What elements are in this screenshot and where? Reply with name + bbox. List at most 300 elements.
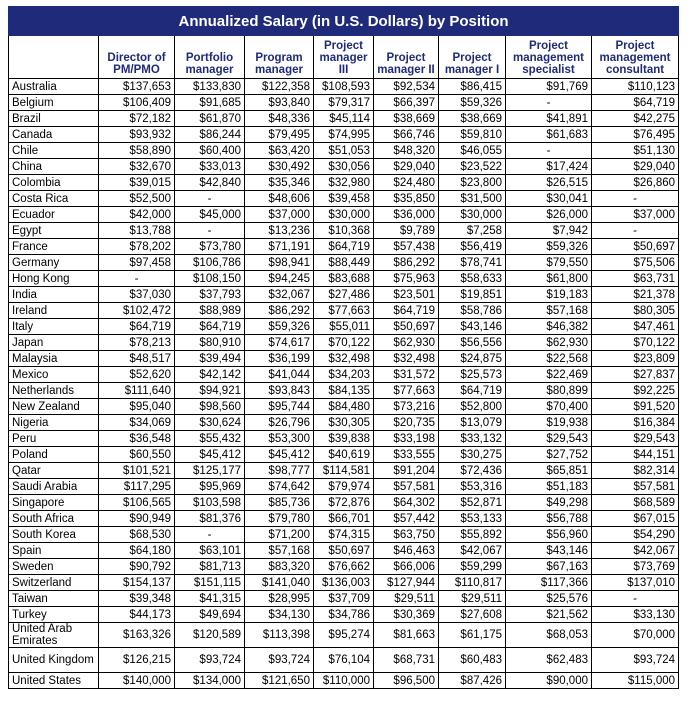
table-row [9, 319, 679, 335]
salary-cell: $62,483 [506, 648, 592, 673]
salary-cell: $64,719 [374, 303, 439, 319]
salary-cell: $115,000 [592, 673, 679, 689]
salary-cell: $78,741 [439, 255, 506, 271]
salary-cell: - [175, 223, 245, 239]
salary-cell: $29,040 [374, 159, 439, 175]
salary-cell: $98,560 [175, 399, 245, 415]
salary-cell: $34,130 [245, 607, 314, 623]
table-row [9, 223, 679, 239]
salary-cell: $33,555 [374, 447, 439, 463]
table-row [9, 191, 679, 207]
salary-cell: $50,697 [374, 319, 439, 335]
salary-cell: $113,398 [245, 623, 314, 648]
salary-cell: $70,000 [592, 623, 679, 648]
salary-cell: $39,494 [175, 351, 245, 367]
country-cell: New Zealand [9, 399, 99, 415]
salary-cell: $58,786 [439, 303, 506, 319]
salary-cell: $76,662 [314, 559, 374, 575]
salary-cell: - [506, 95, 592, 111]
salary-cell: $121,650 [245, 673, 314, 689]
country-cell: Egypt [9, 223, 99, 239]
salary-cell: $27,752 [506, 447, 592, 463]
country-cell: Italy [9, 319, 99, 335]
salary-cell: $27,486 [314, 287, 374, 303]
salary-cell: $53,316 [439, 479, 506, 495]
salary-cell: $91,520 [592, 399, 679, 415]
salary-cell: $74,995 [314, 127, 374, 143]
salary-cell: $51,183 [506, 479, 592, 495]
table-row [9, 159, 679, 175]
salary-cell: $38,669 [374, 111, 439, 127]
salary-cell: $79,495 [245, 127, 314, 143]
country-cell: Nigeria [9, 415, 99, 431]
salary-cell: $60,400 [175, 143, 245, 159]
salary-cell: $141,040 [245, 575, 314, 591]
salary-cell: $70,122 [592, 335, 679, 351]
salary-cell: $32,498 [374, 351, 439, 367]
salary-cell: $42,067 [439, 543, 506, 559]
salary-cell: $84,480 [314, 399, 374, 415]
salary-cell: $111,640 [99, 383, 175, 399]
salary-cell: $68,530 [99, 527, 175, 543]
salary-cell: $151,115 [175, 575, 245, 591]
country-cell: Switzerland [9, 575, 99, 591]
column-header: Project management consultant [592, 36, 679, 79]
salary-cell: $62,930 [374, 335, 439, 351]
salary-cell: $110,000 [314, 673, 374, 689]
salary-cell: $36,548 [99, 431, 175, 447]
country-cell: Taiwan [9, 591, 99, 607]
salary-cell: $35,346 [245, 175, 314, 191]
salary-cell: $51,053 [314, 143, 374, 159]
salary-cell: $106,409 [99, 95, 175, 111]
country-cell: Ecuador [9, 207, 99, 223]
salary-cell: $30,056 [314, 159, 374, 175]
salary-cell: $59,326 [439, 95, 506, 111]
salary-cell: $61,870 [175, 111, 245, 127]
salary-cell: $110,123 [592, 79, 679, 95]
salary-cell: $54,290 [592, 527, 679, 543]
salary-cell: $16,384 [592, 415, 679, 431]
salary-cell: $125,177 [175, 463, 245, 479]
country-cell: China [9, 159, 99, 175]
salary-cell: $42,067 [592, 543, 679, 559]
country-cell: Spain [9, 543, 99, 559]
salary-cell: $72,182 [99, 111, 175, 127]
table-row [9, 239, 679, 255]
salary-cell: $44,173 [99, 607, 175, 623]
salary-cell: $96,500 [374, 673, 439, 689]
table-row [9, 607, 679, 623]
salary-cell: $19,851 [439, 287, 506, 303]
country-cell: Australia [9, 79, 99, 95]
table-row [9, 447, 679, 463]
salary-cell: - [175, 527, 245, 543]
salary-cell: $26,796 [245, 415, 314, 431]
salary-cell: $33,130 [592, 607, 679, 623]
salary-cell: $91,769 [506, 79, 592, 95]
table-row [9, 287, 679, 303]
table-row [9, 79, 679, 95]
salary-cell: $73,216 [374, 399, 439, 415]
salary-cell: $39,458 [314, 191, 374, 207]
table-row [9, 623, 679, 648]
column-header: Project management specialist [506, 36, 592, 79]
salary-cell: $70,400 [506, 399, 592, 415]
salary-cell: $41,315 [175, 591, 245, 607]
salary-cell: $75,963 [374, 271, 439, 287]
country-cell: Turkey [9, 607, 99, 623]
salary-cell: $31,572 [374, 367, 439, 383]
salary-cell: $45,412 [245, 447, 314, 463]
salary-cell: $72,876 [314, 495, 374, 511]
salary-cell: $163,326 [99, 623, 175, 648]
salary-cell: $120,589 [175, 623, 245, 648]
salary-cell: $81,663 [374, 623, 439, 648]
salary-cell: $80,910 [175, 335, 245, 351]
salary-cell: $59,326 [245, 319, 314, 335]
salary-cell: $66,006 [374, 559, 439, 575]
salary-cell: $106,565 [99, 495, 175, 511]
salary-cell: $40,619 [314, 447, 374, 463]
salary-cell: $137,010 [592, 575, 679, 591]
salary-cell: $27,608 [439, 607, 506, 623]
salary-cell: $48,336 [245, 111, 314, 127]
salary-cell: $74,642 [245, 479, 314, 495]
table-row [9, 431, 679, 447]
salary-cell: $83,320 [245, 559, 314, 575]
table-row [9, 559, 679, 575]
salary-cell: - [592, 191, 679, 207]
salary-cell: $68,731 [374, 648, 439, 673]
salary-cell: $67,163 [506, 559, 592, 575]
salary-cell: $59,299 [439, 559, 506, 575]
salary-cell: $46,463 [374, 543, 439, 559]
salary-cell: $76,495 [592, 127, 679, 143]
salary-cell: $41,891 [506, 111, 592, 127]
salary-cell: $61,175 [439, 623, 506, 648]
table-row [9, 591, 679, 607]
salary-cell: $72,436 [439, 463, 506, 479]
country-cell: Colombia [9, 175, 99, 191]
salary-cell: $71,200 [245, 527, 314, 543]
salary-cell: $57,442 [374, 511, 439, 527]
salary-cell: $64,719 [314, 239, 374, 255]
salary-cell: $29,040 [592, 159, 679, 175]
column-header: Project manager III [314, 36, 374, 79]
salary-cell: $76,104 [314, 648, 374, 673]
salary-cell: $28,995 [245, 591, 314, 607]
salary-cell: $60,550 [99, 447, 175, 463]
table-row [9, 673, 679, 689]
column-header-row [9, 36, 679, 79]
country-cell: Malaysia [9, 351, 99, 367]
column-header-country [9, 36, 99, 79]
column-header: Director of PM/PMO [99, 36, 175, 79]
salary-cell: $101,521 [99, 463, 175, 479]
table-row [9, 207, 679, 223]
salary-cell: $52,871 [439, 495, 506, 511]
salary-cell: $84,135 [314, 383, 374, 399]
salary-cell: $27,837 [592, 367, 679, 383]
salary-cell: $64,719 [592, 95, 679, 111]
salary-cell: $82,314 [592, 463, 679, 479]
salary-cell: - [592, 223, 679, 239]
salary-cell: $55,011 [314, 319, 374, 335]
salary-cell: $35,850 [374, 191, 439, 207]
country-cell: Saudi Arabia [9, 479, 99, 495]
salary-cell: $22,469 [506, 367, 592, 383]
salary-cell: $21,378 [592, 287, 679, 303]
salary-cell: $23,522 [439, 159, 506, 175]
salary-cell: $64,302 [374, 495, 439, 511]
salary-cell: $30,624 [175, 415, 245, 431]
salary-cell: $19,183 [506, 287, 592, 303]
country-cell: Ireland [9, 303, 99, 319]
salary-cell: $33,013 [175, 159, 245, 175]
salary-cell: $45,000 [175, 207, 245, 223]
salary-cell: $79,317 [314, 95, 374, 111]
salary-cell: $48,320 [374, 143, 439, 159]
column-header: Program manager [245, 36, 314, 79]
salary-cell: $24,480 [374, 175, 439, 191]
country-cell: Costa Rica [9, 191, 99, 207]
salary-cell: $30,492 [245, 159, 314, 175]
salary-cell: $57,168 [245, 543, 314, 559]
salary-cell: $95,969 [175, 479, 245, 495]
salary-cell: $73,780 [175, 239, 245, 255]
salary-cell: $79,974 [314, 479, 374, 495]
salary-cell: $50,697 [314, 543, 374, 559]
salary-cell: $93,724 [592, 648, 679, 673]
salary-cell: $13,788 [99, 223, 175, 239]
salary-cell: $85,736 [245, 495, 314, 511]
salary-cell: $24,875 [439, 351, 506, 367]
table-row [9, 271, 679, 287]
table-row [9, 335, 679, 351]
salary-cell: $39,348 [99, 591, 175, 607]
salary-cell: $57,581 [592, 479, 679, 495]
salary-cell: $88,449 [314, 255, 374, 271]
salary-cell: $21,562 [506, 607, 592, 623]
salary-cell: $68,589 [592, 495, 679, 511]
salary-cell: $53,133 [439, 511, 506, 527]
country-cell: Germany [9, 255, 99, 271]
salary-cell: $93,724 [245, 648, 314, 673]
salary-cell: $70,122 [314, 335, 374, 351]
salary-cell: $63,731 [592, 271, 679, 287]
salary-cell: $65,851 [506, 463, 592, 479]
country-cell: Singapore [9, 495, 99, 511]
salary-cell: $48,517 [99, 351, 175, 367]
salary-cell: $62,930 [506, 335, 592, 351]
table-row [9, 95, 679, 111]
salary-cell: $52,800 [439, 399, 506, 415]
salary-cell: $22,568 [506, 351, 592, 367]
salary-cell: $95,040 [99, 399, 175, 415]
salary-cell: $25,573 [439, 367, 506, 383]
country-cell: Belgium [9, 95, 99, 111]
salary-cell: $55,432 [175, 431, 245, 447]
salary-cell: $83,688 [314, 271, 374, 287]
salary-cell: $46,055 [439, 143, 506, 159]
salary-cell: $52,620 [99, 367, 175, 383]
table-row [9, 463, 679, 479]
salary-table-container [8, 6, 678, 689]
salary-cell: $29,511 [374, 591, 439, 607]
salary-cell: $103,598 [175, 495, 245, 511]
salary-cell: $93,932 [99, 127, 175, 143]
salary-cell: $56,556 [439, 335, 506, 351]
table-row [9, 543, 679, 559]
salary-cell: $136,003 [314, 575, 374, 591]
salary-cell: $42,840 [175, 175, 245, 191]
salary-cell: $34,786 [314, 607, 374, 623]
country-cell: United Arab Emirates [9, 623, 99, 648]
salary-cell: $154,137 [99, 575, 175, 591]
salary-cell: $34,069 [99, 415, 175, 431]
salary-cell: $31,500 [439, 191, 506, 207]
salary-cell: $133,830 [175, 79, 245, 95]
salary-cell: $74,315 [314, 527, 374, 543]
salary-cell: $122,358 [245, 79, 314, 95]
salary-cell: $81,713 [175, 559, 245, 575]
salary-cell: $86,244 [175, 127, 245, 143]
country-cell: Canada [9, 127, 99, 143]
salary-cell: $98,941 [245, 255, 314, 271]
table-row [9, 648, 679, 673]
salary-cell: $60,483 [439, 648, 506, 673]
salary-cell: $90,000 [506, 673, 592, 689]
salary-cell: $126,215 [99, 648, 175, 673]
salary-cell: $33,198 [374, 431, 439, 447]
salary-cell: $37,000 [245, 207, 314, 223]
salary-cell: $58,890 [99, 143, 175, 159]
table-row [9, 527, 679, 543]
salary-table [8, 6, 679, 689]
salary-cell: - [506, 143, 592, 159]
table-row [9, 175, 679, 191]
salary-cell: $42,142 [175, 367, 245, 383]
salary-cell: $95,744 [245, 399, 314, 415]
salary-cell: $56,788 [506, 511, 592, 527]
salary-cell: $86,415 [439, 79, 506, 95]
salary-cell: $50,697 [592, 239, 679, 255]
salary-cell: $117,366 [506, 575, 592, 591]
salary-cell: $61,800 [506, 271, 592, 287]
country-cell: Mexico [9, 367, 99, 383]
country-cell: South Korea [9, 527, 99, 543]
salary-cell: $20,735 [374, 415, 439, 431]
salary-cell: $80,899 [506, 383, 592, 399]
salary-cell: $73,769 [592, 559, 679, 575]
table-row [9, 127, 679, 143]
salary-cell: $45,412 [175, 447, 245, 463]
salary-cell: $25,576 [506, 591, 592, 607]
salary-cell: $53,300 [245, 431, 314, 447]
salary-cell: $59,810 [439, 127, 506, 143]
salary-cell: $26,515 [506, 175, 592, 191]
salary-cell: $42,275 [592, 111, 679, 127]
salary-cell: $32,067 [245, 287, 314, 303]
salary-cell: $37,793 [175, 287, 245, 303]
salary-cell: $91,685 [175, 95, 245, 111]
salary-cell: $23,809 [592, 351, 679, 367]
table-row [9, 495, 679, 511]
table-row [9, 575, 679, 591]
country-cell: Peru [9, 431, 99, 447]
country-cell: South Africa [9, 511, 99, 527]
salary-cell: $33,132 [439, 431, 506, 447]
salary-cell: $23,501 [374, 287, 439, 303]
salary-cell: $57,581 [374, 479, 439, 495]
country-cell: Sweden [9, 559, 99, 575]
salary-cell: $7,942 [506, 223, 592, 239]
salary-cell: $59,326 [506, 239, 592, 255]
country-cell: Brazil [9, 111, 99, 127]
salary-cell: $93,724 [175, 648, 245, 673]
salary-cell: $48,606 [245, 191, 314, 207]
salary-cell: $63,750 [374, 527, 439, 543]
salary-cell: $64,719 [175, 319, 245, 335]
salary-cell: $86,292 [374, 255, 439, 271]
salary-cell: $114,581 [314, 463, 374, 479]
salary-cell: $92,534 [374, 79, 439, 95]
salary-cell: $134,000 [175, 673, 245, 689]
salary-cell: $63,420 [245, 143, 314, 159]
column-header: Portfolio manager [175, 36, 245, 79]
salary-cell: $45,114 [314, 111, 374, 127]
salary-cell: $9,789 [374, 223, 439, 239]
salary-cell: $30,041 [506, 191, 592, 207]
salary-cell: $90,792 [99, 559, 175, 575]
country-cell: Hong Kong [9, 271, 99, 287]
salary-cell: $52,500 [99, 191, 175, 207]
salary-cell: $10,368 [314, 223, 374, 239]
salary-cell: $30,369 [374, 607, 439, 623]
salary-cell: $93,843 [245, 383, 314, 399]
salary-cell: $39,838 [314, 431, 374, 447]
salary-cell: $66,397 [374, 95, 439, 111]
salary-cell: $23,800 [439, 175, 506, 191]
salary-cell: $46,382 [506, 319, 592, 335]
salary-cell: $32,670 [99, 159, 175, 175]
salary-cell: $37,709 [314, 591, 374, 607]
salary-cell: $90,949 [99, 511, 175, 527]
table-row [9, 111, 679, 127]
salary-cell: $61,683 [506, 127, 592, 143]
salary-cell: $140,000 [99, 673, 175, 689]
salary-cell: $37,030 [99, 287, 175, 303]
salary-cell: $30,275 [439, 447, 506, 463]
salary-cell: $19,938 [506, 415, 592, 431]
salary-cell: $30,305 [314, 415, 374, 431]
salary-cell: $95,274 [314, 623, 374, 648]
salary-cell: $127,944 [374, 575, 439, 591]
country-cell: Chile [9, 143, 99, 159]
country-cell: United Kingdom [9, 648, 99, 673]
salary-cell: $30,000 [439, 207, 506, 223]
salary-cell: $78,202 [99, 239, 175, 255]
salary-cell: $37,000 [592, 207, 679, 223]
salary-cell: $94,921 [175, 383, 245, 399]
salary-cell: $43,146 [439, 319, 506, 335]
salary-cell: $80,305 [592, 303, 679, 319]
table-row [9, 351, 679, 367]
salary-cell: $39,015 [99, 175, 175, 191]
salary-cell: $77,663 [374, 383, 439, 399]
salary-cell: $93,840 [245, 95, 314, 111]
